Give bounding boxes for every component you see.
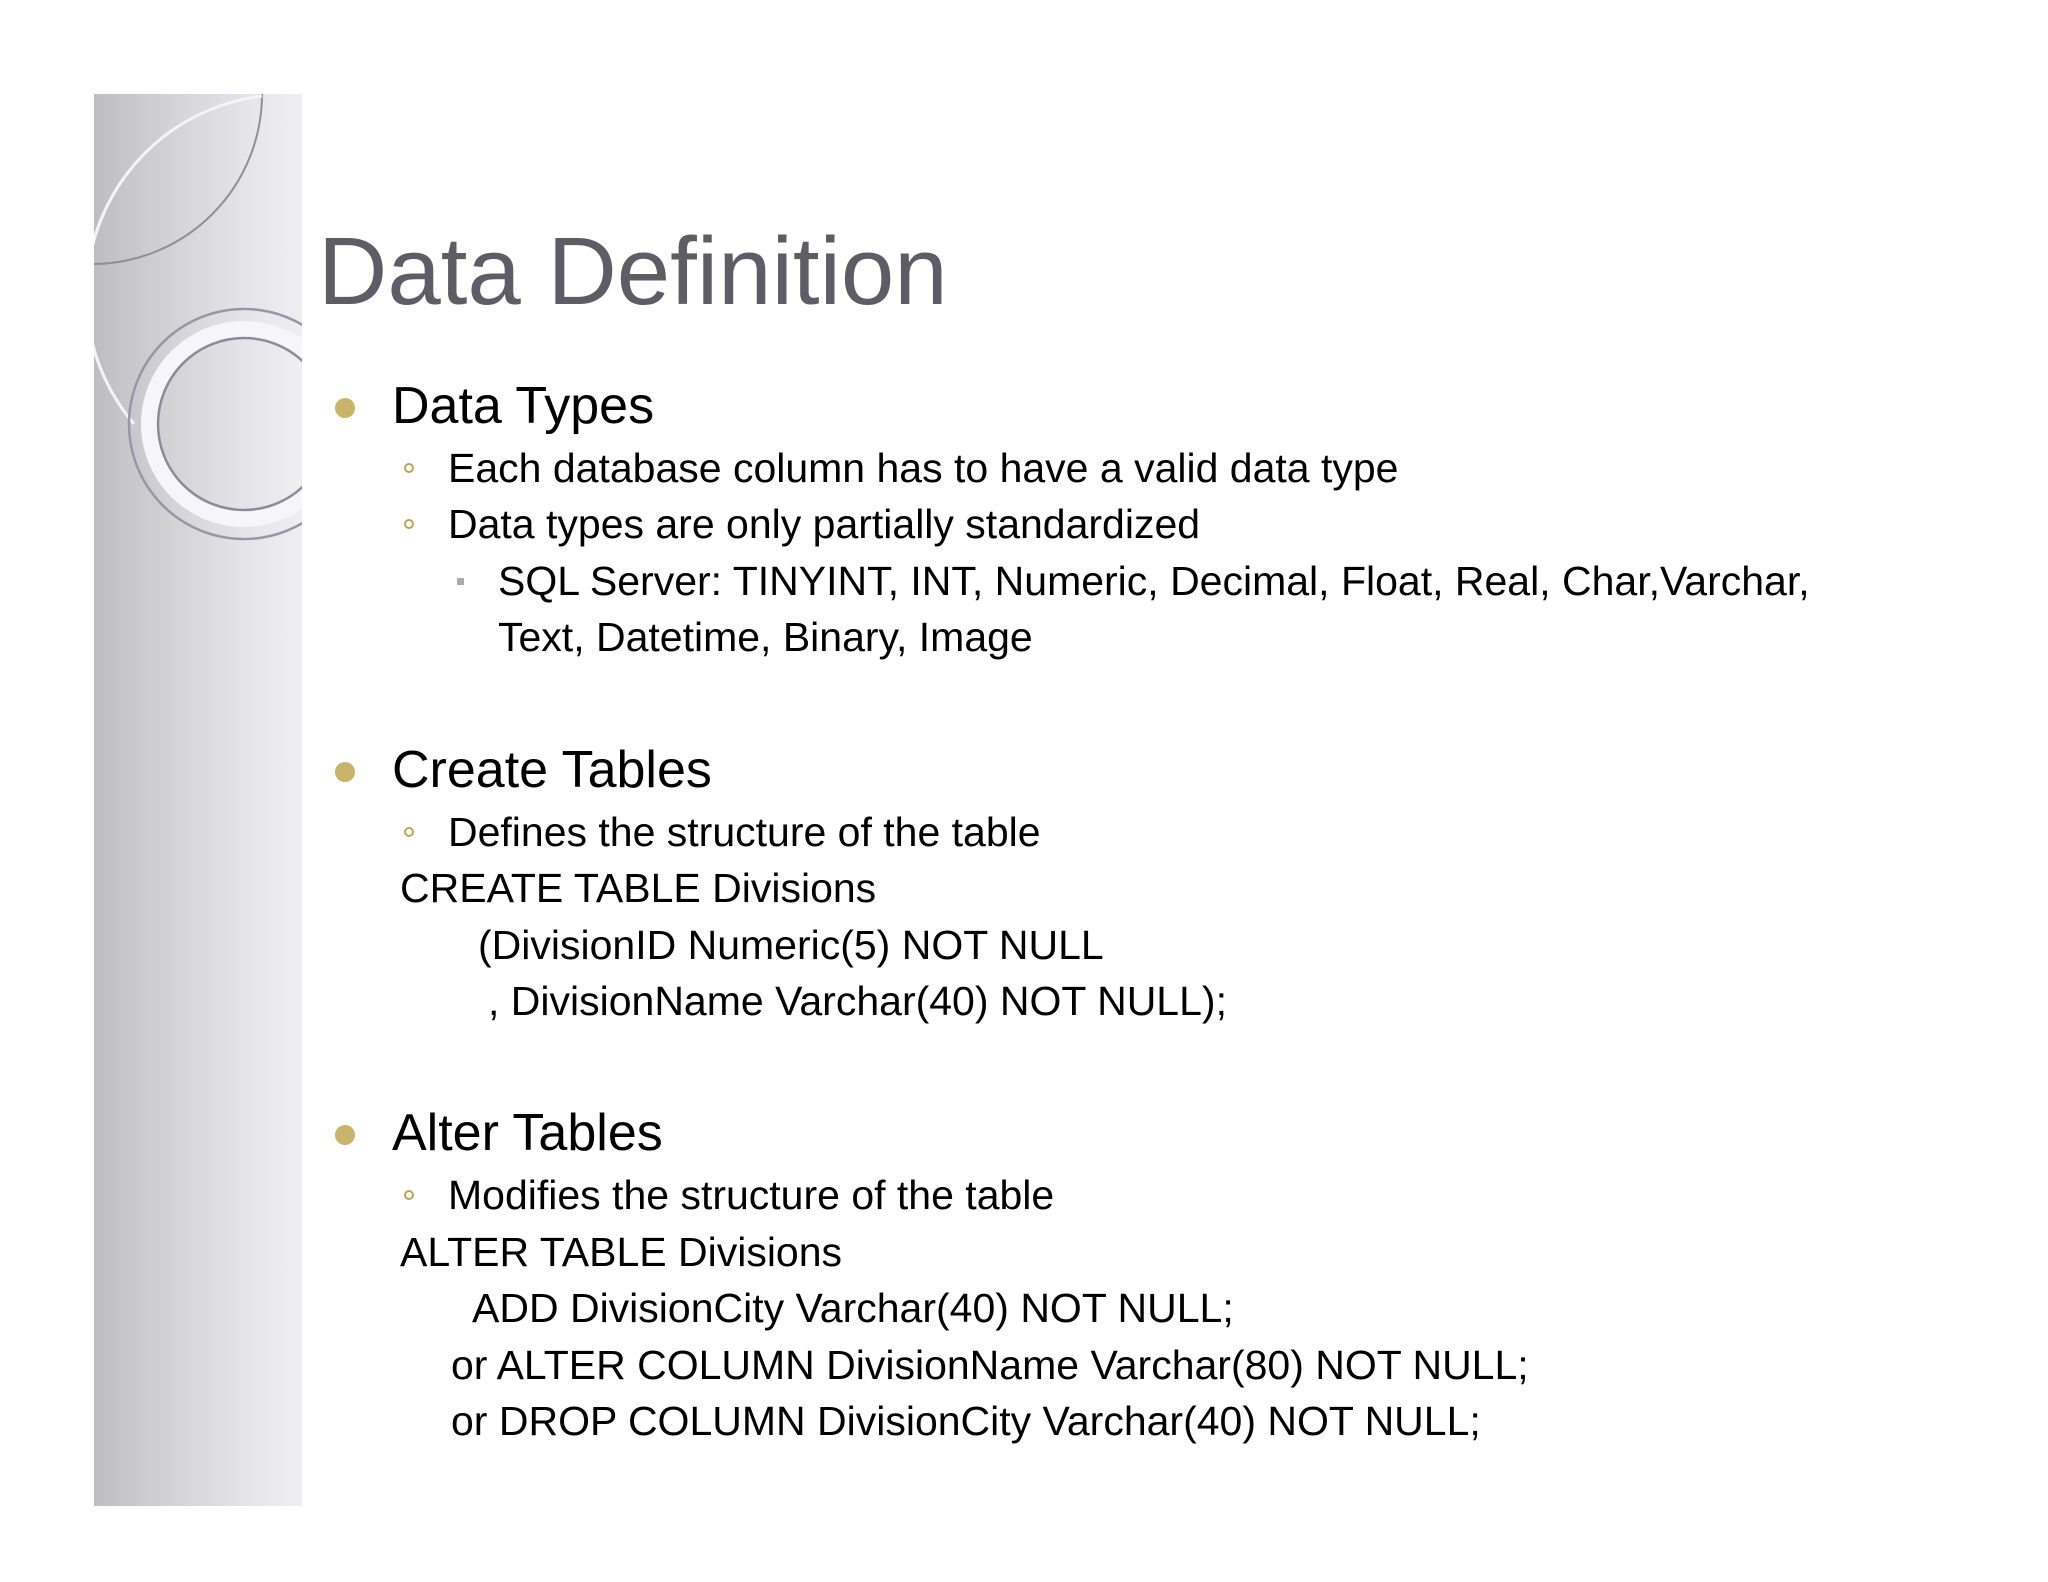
code-line: ADD DivisionCity Varchar(40) NOT NULL; — [472, 1285, 1234, 1331]
sub-bullet-marker — [404, 463, 414, 473]
code-line: CREATE TABLE Divisions — [400, 865, 877, 911]
code-line: (DivisionID Numeric(5) NOT NULL — [478, 922, 1104, 968]
sub-bullet-marker — [404, 827, 414, 837]
code-line: ALTER TABLE Divisions — [400, 1229, 843, 1275]
point-valid-data-type: Each database column has to have a valid data type — [448, 445, 1399, 491]
slide-title: Data Definition — [318, 218, 948, 325]
subpoint-sql-server-types-line1: SQL Server: TINYINT, INT, Numeric, Decimal, Float, Real, Char,Varchar, — [498, 558, 1810, 604]
code-line: , DivisionName Varchar(40) NOT NULL); — [488, 978, 1227, 1024]
bullet-marker — [335, 762, 355, 782]
code-line: or ALTER COLUMN DivisionName Varchar(80) NOT NULL; — [451, 1342, 1529, 1388]
code-line: or DROP COLUMN DivisionCity Varchar(40) NOT NULL; — [451, 1398, 1481, 1444]
subpoint-sql-server-types-line2: Text, Datetime, Binary, Image — [498, 614, 1033, 660]
point-partially-standardized: Data types are only partially standardized — [448, 501, 1201, 547]
sub-sub-bullet-marker — [457, 578, 464, 585]
point-modifies-structure: Modifies the structure of the table — [448, 1172, 1055, 1218]
bullet-marker — [335, 398, 355, 418]
decorative-sidebar — [94, 94, 302, 1506]
section-heading-data-types: Data Types — [392, 377, 655, 435]
section-heading-create-tables: Create Tables — [392, 741, 712, 799]
section-heading-alter-tables: Alter Tables — [392, 1104, 663, 1162]
sub-bullet-marker — [404, 1190, 414, 1200]
decorative-arcs — [94, 94, 302, 1506]
sub-bullet-marker — [404, 519, 414, 529]
point-defines-structure: Defines the structure of the table — [448, 809, 1041, 855]
bullet-marker — [335, 1125, 355, 1145]
